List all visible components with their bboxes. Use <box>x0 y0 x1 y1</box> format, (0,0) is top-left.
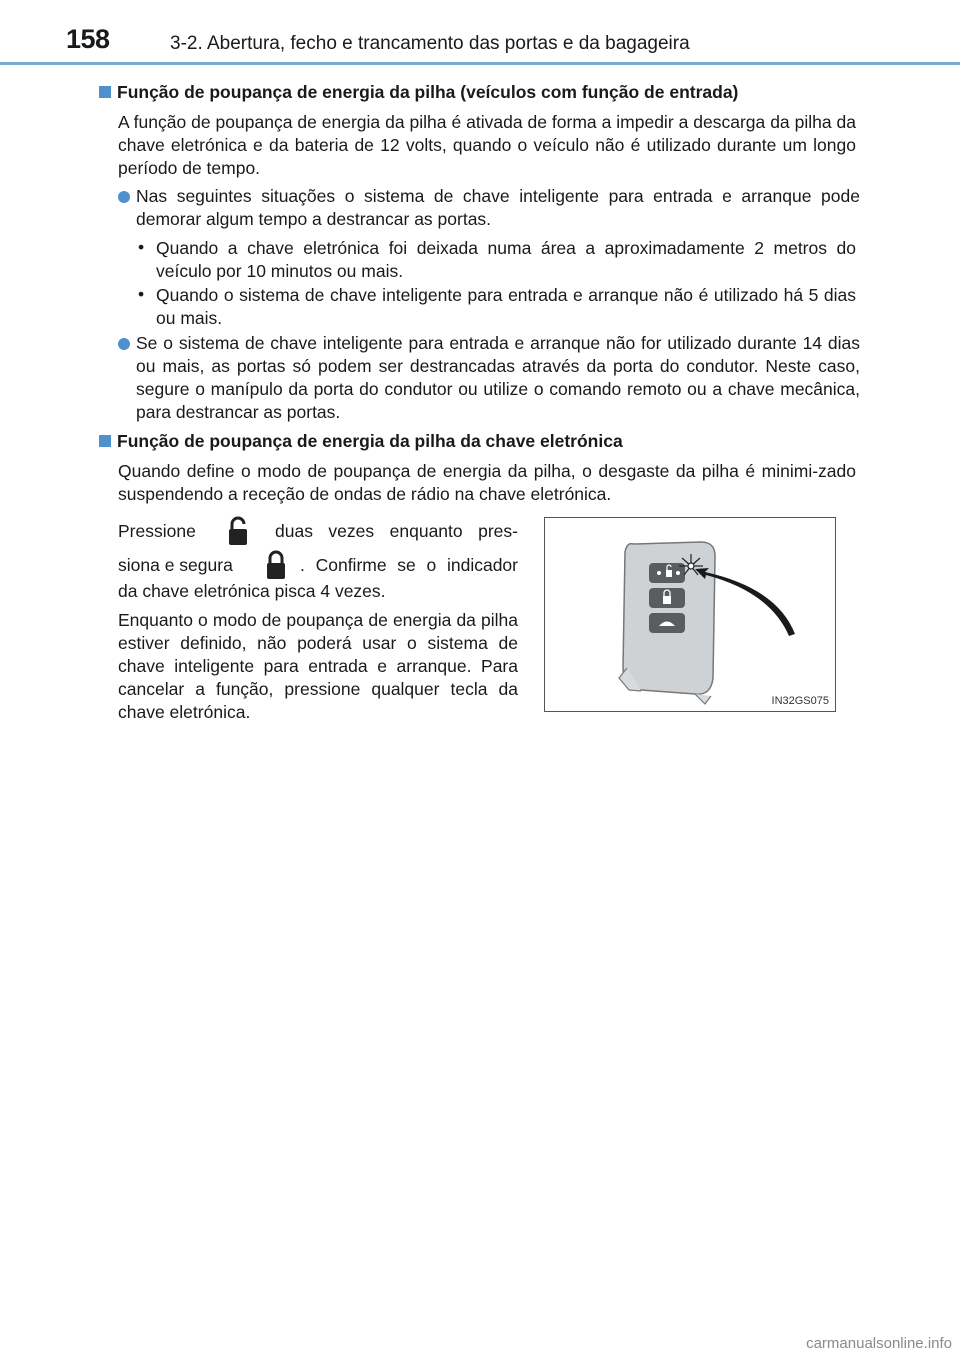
bullet-icon: • <box>138 237 145 257</box>
page-number: 158 <box>66 24 110 54</box>
unlock-icon <box>227 516 249 546</box>
watermark: carmanualsonline.info <box>806 1335 952 1352</box>
section1-body: A função de poupança de energia da pilha é ativada de forma a impedir a descarga da pilha da chave eletrónica e da bateria de 12 volts, quando o veículo não é utilizado durante um longo período de tempo. <box>118 112 856 178</box>
point-14-days: Se o sistema de chave inteligente para entrada e arranque não for utilizado durante 14 dias ou mais, as portas só podem ser destrancadas através da porta do condutor. Neste caso, segure o manípulo da porta do condutor ou utilize o comando remoto ou a chave mecânica, para destrancar as portas. <box>136 333 860 422</box>
instruction-blink: da chave eletrónica pisca 4 vezes. <box>118 581 386 601</box>
instruction-press: Pressione <box>118 521 196 541</box>
bullet-dot-icon <box>118 338 130 350</box>
figure-code: IN32GS075 <box>771 695 829 707</box>
section-title-battery-saving-vehicle: Função de poupança de energia da pilha (veículos com função de entrada) <box>99 82 738 103</box>
bullet-icon: • <box>138 284 145 304</box>
section-square-icon <box>99 86 111 98</box>
battery-saving-note: Enquanto o modo de poupança de energia da pilha estiver definido, não poderá usar o sistema de chave inteligente para entrada e arranque. Para cancelar a função, pressione qualquer tecla da chave eletrónica. <box>118 610 518 722</box>
instruction-hold: siona e segura <box>118 555 233 575</box>
instruction-twice: duas vezes enquanto pres- <box>275 521 518 541</box>
section-square-icon <box>99 435 111 447</box>
section-title-key-battery-saving: Função de poupança de energia da pilha da chave eletrónica <box>99 431 623 452</box>
sub-point-key-near: Quando a chave eletrónica foi deixada numa área a aproximadamente 2 metros do veículo por 10 minutos ou mais. <box>156 238 856 281</box>
lock-icon <box>265 550 287 580</box>
point-slow-unlock: Nas seguintes situações o sistema de chave inteligente para entrada e arranque pode demorar algum tempo a destrancar as portas. <box>136 186 860 229</box>
section2-body: Quando define o modo de poupança de energia da pilha, o desgaste da pilha é minimi-zado suspendendo a receção de ondas de rádio na chave eletrónica. <box>118 461 856 504</box>
electronic-key-figure <box>544 517 836 712</box>
page-header <box>0 0 960 70</box>
bullet-dot-icon <box>118 191 130 203</box>
chapter-title: 3-2. Abertura, fecho e trancamento das portas e da bagageira <box>170 33 690 54</box>
instruction-confirm: . Confirme se o indicador <box>300 555 518 575</box>
header-rule <box>0 62 960 65</box>
sub-point-not-used: Quando o sistema de chave inteligente para entrada e arranque não é utilizado há 5 dias ou mais. <box>156 285 856 328</box>
electronic-key-illustration <box>545 518 835 711</box>
